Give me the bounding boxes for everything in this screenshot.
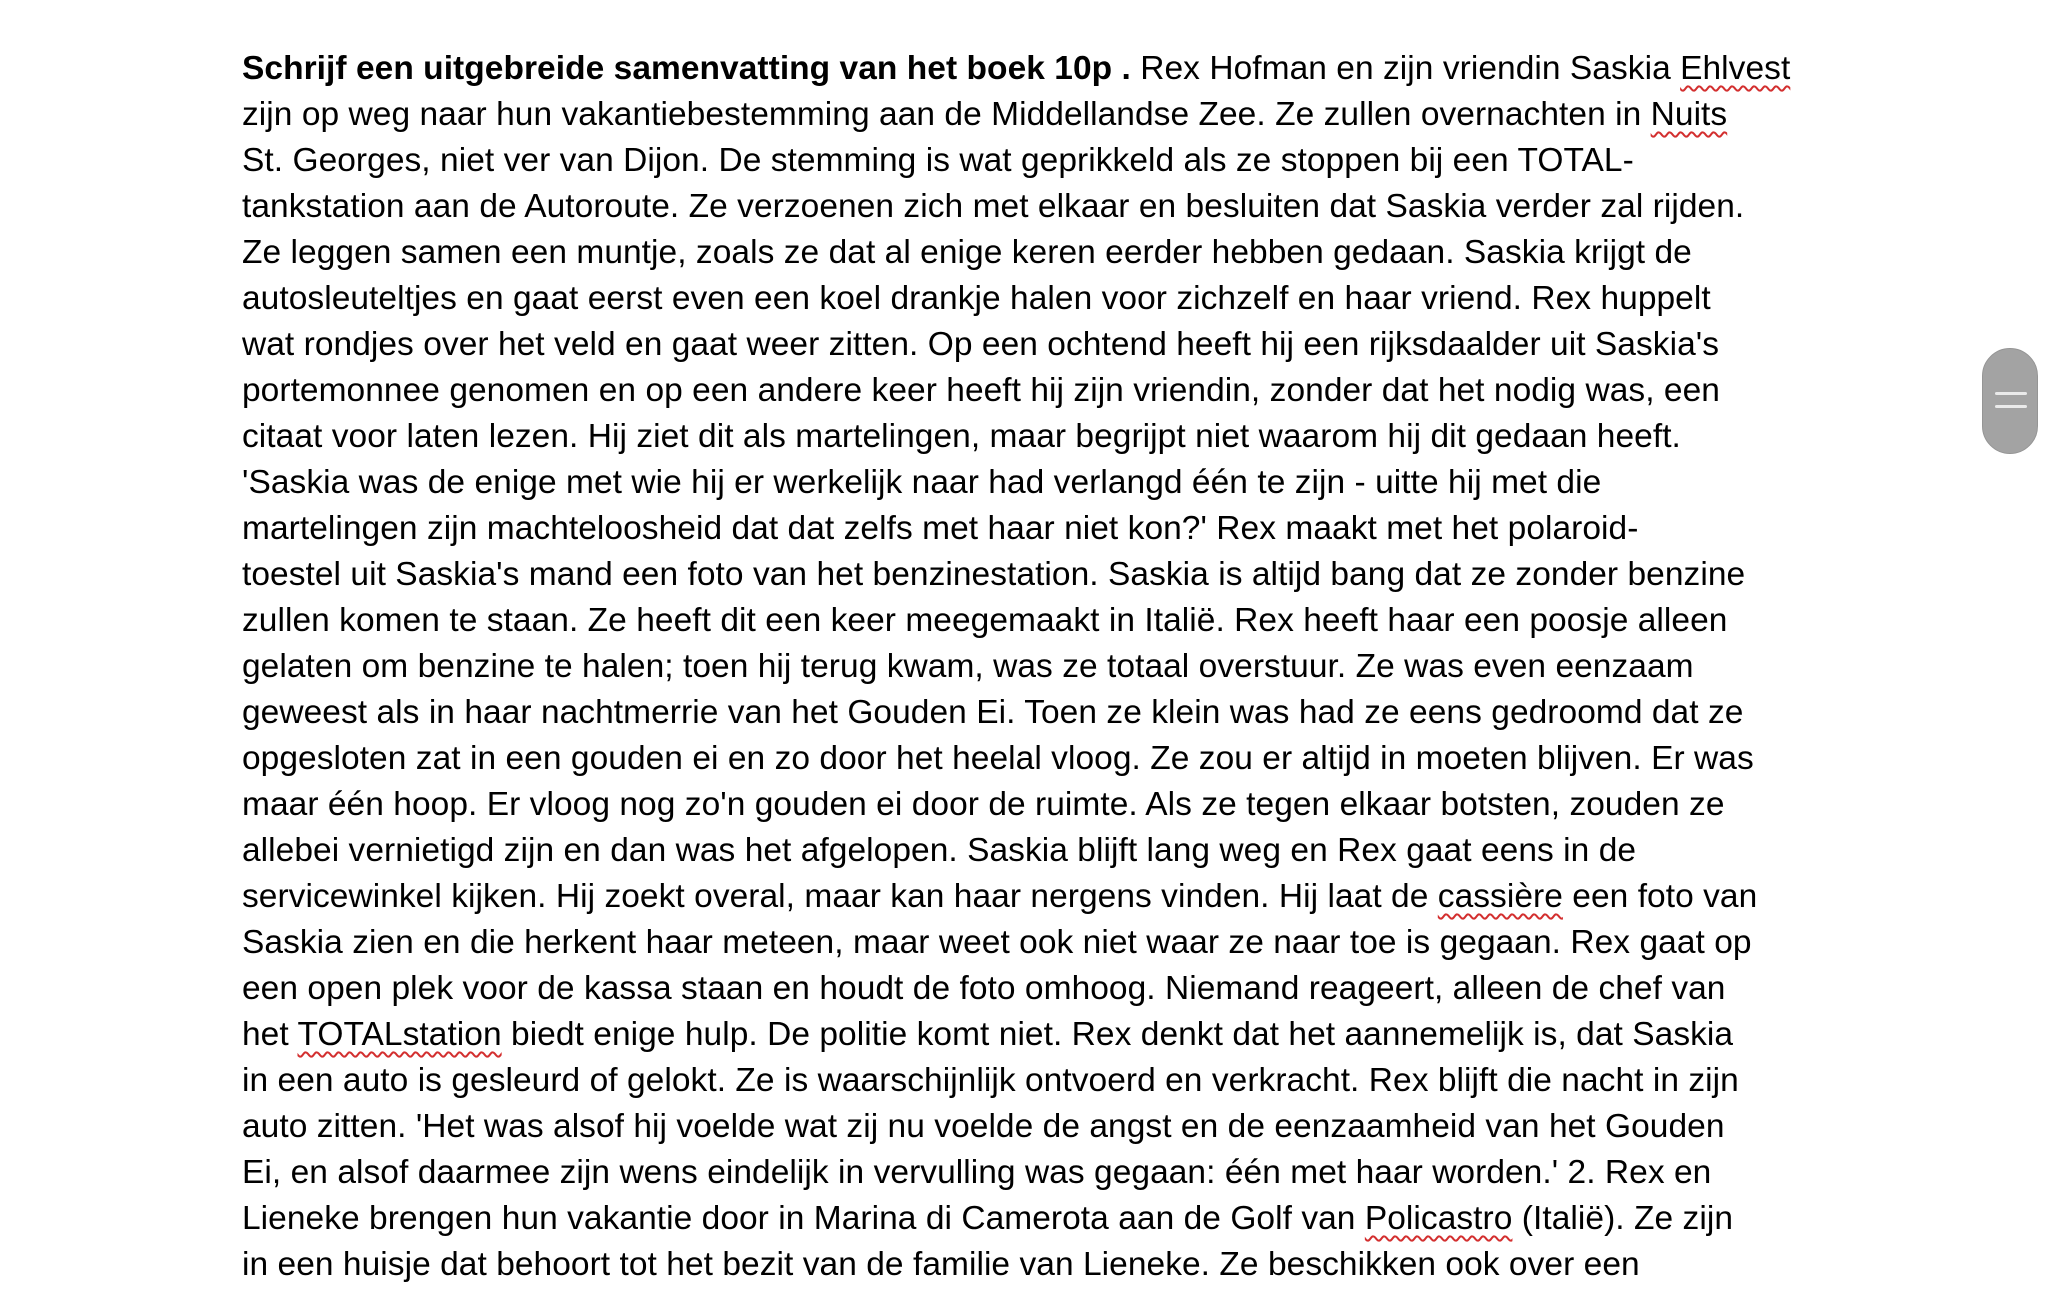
- line-text: tankstation aan de Autoroute. Ze verzoenen zich met elkaar en besluiten dat Saskia verder zal rijden.: [242, 188, 1745, 225]
- line-text: een open plek voor de kassa staan en houdt de foto omhoog. Niemand reageert, alleen de chef van: [242, 970, 1726, 1007]
- line-text: Rex Hofman en zijn vriendin Saskia: [1130, 50, 1681, 87]
- text-line: [242, 230, 1812, 276]
- document-body[interactable]: [242, 46, 1812, 1288]
- line-text: (Italië). Ze zijn: [1512, 1200, 1734, 1237]
- line-text: auto zitten. 'Het was alsof hij voelde wat zij nu voelde de angst en de eenzaamheid van het Gouden: [242, 1108, 1725, 1145]
- text-line: [242, 1196, 1812, 1242]
- text-line: [242, 46, 1812, 92]
- text-line: [242, 414, 1812, 460]
- line-text: gelaten om benzine te halen; toen hij terug kwam, was ze totaal overstuur. Ze was even eenzaam: [242, 648, 1694, 685]
- line-text: in een auto is gesleurd of gelokt. Ze is waarschijnlijk ontvoerd en verkracht. Rex blijft die nacht in zijn: [242, 1062, 1739, 1099]
- spellcheck-word[interactable]: TOTALstation: [297, 1016, 502, 1053]
- line-text: autosleuteltjes en gaat eerst even een koel drankje halen voor zichzelf en haar vriend. Rex huppelt: [242, 280, 1711, 317]
- line-text: maar één hoop. Er vloog nog zo'n gouden ei door de ruimte. Als ze tegen elkaar botsten, zouden ze: [242, 786, 1725, 823]
- text-line: [242, 598, 1812, 644]
- text-line: [242, 644, 1812, 690]
- line-text: geweest als in haar nachtmerrie van het Gouden Ei. Toen ze klein was had ze eens gedroomd dat ze: [242, 694, 1744, 731]
- spellcheck-word[interactable]: Ehlvest: [1680, 50, 1791, 87]
- line-text: zijn op weg naar hun vakantiebestemming aan de Middellandse Zee. Ze zullen overnachten in: [242, 96, 1651, 133]
- spellcheck-word[interactable]: cassière: [1437, 878, 1563, 915]
- line-text: in een huisje dat behoort tot het bezit van de familie van Lieneke. Ze beschikken ook over een: [242, 1246, 1640, 1283]
- text-line: [242, 552, 1812, 598]
- text-line: [242, 1242, 1812, 1288]
- line-text: citaat voor laten lezen. Hij ziet dit als martelingen, maar begrijpt niet waarom hij dit gedaan heeft.: [242, 418, 1681, 455]
- line-text: Ei, en alsof daarmee zijn wens eindelijk in vervulling was gegaan: één met haar worden.' 2. Rex en: [242, 1154, 1712, 1191]
- line-text: allebei vernietigd zijn en dan was het afgelopen. Saskia blijft lang weg en Rex gaat eens in de: [242, 832, 1637, 869]
- line-text: het: [242, 1016, 298, 1053]
- scroll-handle[interactable]: [1982, 348, 2038, 454]
- spellcheck-word[interactable]: Nuits: [1650, 96, 1728, 133]
- text-line: [242, 690, 1812, 736]
- line-text: Lieneke brengen hun vakantie door in Marina di Camerota aan de Golf van: [242, 1200, 1365, 1237]
- line-text: portemonnee genomen en op een andere keer heeft hij zijn vriendin, zonder dat het nodig was, een: [242, 372, 1720, 409]
- line-text: martelingen zijn machteloosheid dat dat zelfs met haar niet kon?' Rex maakt met het polaroid-: [242, 510, 1639, 547]
- text-line: [242, 1150, 1812, 1196]
- document-heading: Schrijf een uitgebreide samenvatting van het boek 10p .: [242, 50, 1131, 87]
- line-text: een foto van: [1562, 878, 1758, 915]
- line-text: toestel uit Saskia's mand een foto van het benzinestation. Saskia is altijd bang dat ze zonder benzine: [242, 556, 1746, 593]
- line-text: opgesloten zat in een gouden ei en zo door het heelal vloog. Ze zou er altijd in moeten blijven. Er was: [242, 740, 1754, 777]
- line-text: St. Georges, niet ver van Dijon. De stemming is wat geprikkeld als ze stoppen bij een TOTAL-: [242, 142, 1634, 179]
- text-line: [242, 184, 1812, 230]
- text-line: [242, 1104, 1812, 1150]
- text-line: [242, 1058, 1812, 1104]
- text-line: [242, 920, 1812, 966]
- text-line: [242, 368, 1812, 414]
- text-line: [242, 92, 1812, 138]
- text-line: [242, 874, 1812, 920]
- text-line: [242, 506, 1812, 552]
- text-line: [242, 1012, 1812, 1058]
- text-line: [242, 782, 1812, 828]
- grip-lines-icon: [1995, 392, 2027, 395]
- text-line: [242, 736, 1812, 782]
- line-text: zullen komen te staan. Ze heeft dit een keer meegemaakt in Italië. Rex heeft haar een poosje alleen: [242, 602, 1728, 639]
- spellcheck-word[interactable]: Policastro: [1364, 1200, 1513, 1237]
- grip-lines-icon: [1995, 405, 2027, 408]
- line-text: Saskia zien en die herkent haar meteen, maar weet ook niet waar ze naar toe is gegaan. Rex gaat op: [242, 924, 1752, 961]
- line-text: Ze leggen samen een muntje, zoals ze dat al enige keren eerder hebben gedaan. Saskia krijgt de: [242, 234, 1692, 271]
- text-line: [242, 966, 1812, 1012]
- text-line: [242, 322, 1812, 368]
- text-line: [242, 828, 1812, 874]
- line-text: servicewinkel kijken. Hij zoekt overal, maar kan haar nergens vinden. Hij laat de: [242, 878, 1438, 915]
- line-text: wat rondjes over het veld en gaat weer zitten. Op een ochtend heeft hij een rijksdaalder uit Saskia's: [242, 326, 1720, 363]
- line-text: 'Saskia was de enige met wie hij er werkelijk naar had verlangd één te zijn - uitte hij met die: [242, 464, 1602, 501]
- text-line: [242, 460, 1812, 506]
- text-line: [242, 276, 1812, 322]
- text-line: [242, 138, 1812, 184]
- line-text: biedt enige hulp. De politie komt niet. Rex denkt dat het aannemelijk is, dat Saskia: [501, 1016, 1734, 1053]
